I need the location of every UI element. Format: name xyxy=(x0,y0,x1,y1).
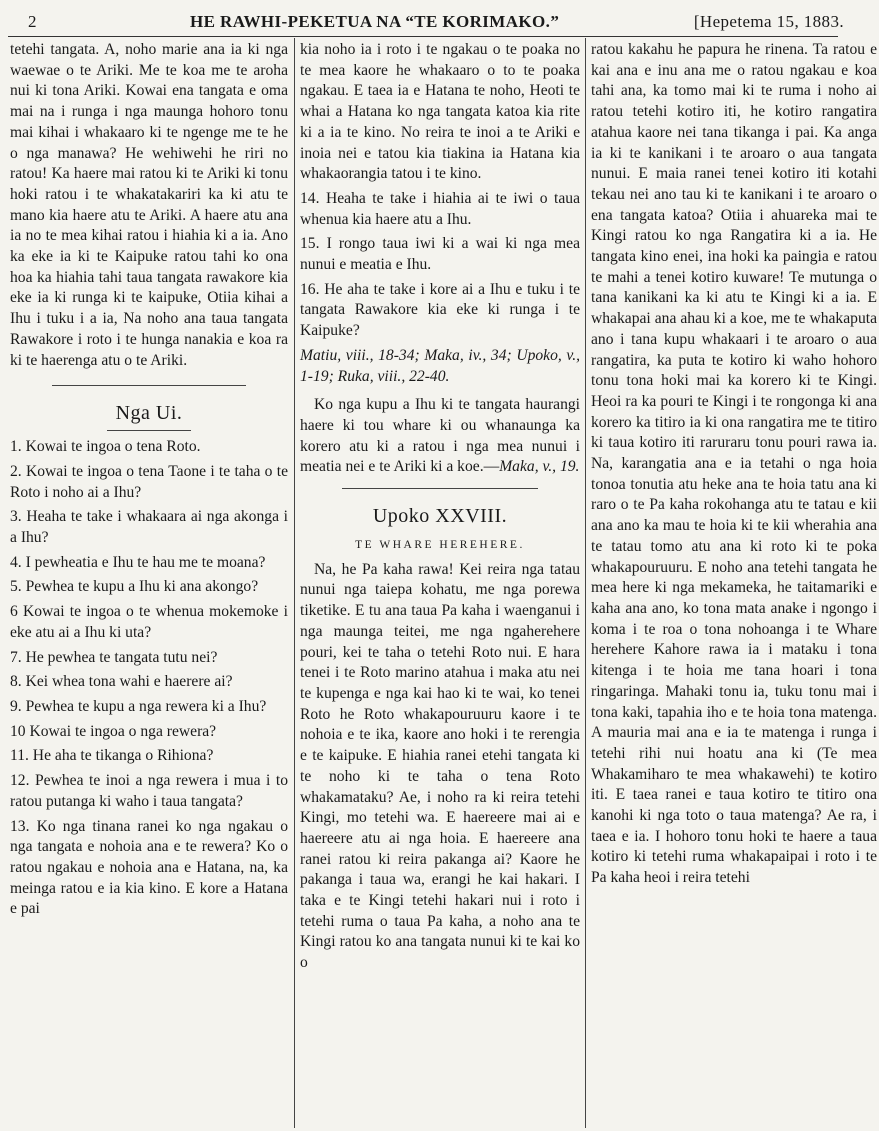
column-divider-1 xyxy=(294,38,295,1128)
question-5: 5. Pewhea te kupu a Ihu ki ana akongo? xyxy=(10,578,259,596)
closing-reference: Maka, v., 19. xyxy=(499,458,580,476)
question-4: 4. I pewheatia e Ihu te hau me te moana? xyxy=(10,553,266,571)
question-3: 3. Heaha te take i whakaara ai nga akonga i a Ihu? xyxy=(10,508,288,547)
question-14: 14. Heaha te take i hiahia ai te iwi o taua whenua kia haere atu a Ihu. xyxy=(300,189,580,228)
chapter-subtitle: TE WHARE HEREHERE. xyxy=(355,539,525,552)
question-13: 13. Ko nga tinana ranei ko nga ngakau o nga tangata e nohoia ana e te rewera? Ko o ratou ngakau e nohoia ana e Hatana, na, ka meinga ratou e ia kia kino. E kore a Hatana e pai xyxy=(10,817,288,918)
column-3-paragraph: ratou kakahu he papura he rinena. Ta ratou e kai ana e inu ana me o ratou ngakau e koa tahi ana, ka tomo mai ki te ruma i noho ai ratou tetehi kotiro iti, he kotiro rangatira atahua kaore nei tana tikanga i pai. Ka anga ia ki te kanikani i te aroaro o aua tangata nunui. E maia ranei tenei kotiro iti kotahi tekau nei ano tau ki te kanikani i te aroaro o ena tangata katoa? Otiia i ahuareka mai te Kingi ratou ko nga Rangatira ki a ia. He tangata kino enei, ina hoki ka paingia e ratou te mahi a tenei kotiro kuware! Te mutunga o tana kanikani ka ki atu te Kingi ki a ia. E whakapai ana ahau ki a koe, me te whakaputa ano i tana kupu whakaari i te aroaro o aua rangatira, ka puta te kotiro ki waho hohoro tonu tona hoki mai ka korero ki te Kingi. Heoi ra ka pouri te Kingi i te rongonga ki ana korero ka titiro ia ki ona rangatira me te titiro ki taua kotiro iti raruraru tonu pouri rawa ia. Na, karangatia ana e ia tetahi o nga hoia tonoa tonutia atu heke ana te hoia tatu ana ki raro o te Pa kaha rokohanga atu te tatau e kii ana ano ka mau te hoia ki te kii wherahia ana te tatau tomo atu ana ki roto ki te poka whakapouruuru. E noho ana tetehi tangata he mea here ki nga mekameka, he taitamariki e kaha ana ano, ko tona mata anake i ngongo i koma i te roa o tona nohoanga i te Whare herehere Kahore rawa ia i mataku i tona kitenga i te hoia me tana hoari i tona ringaringa. Mahaki tonu ia, tuku tonu mai i tona kaki, tapahia iho e te hoia tona matenga. A mauria mai ana e ia te matenga i runga i tetehi rihi nui hoatu ana ki (Te mea Whakamiharo te mea whakawehi) te kotiro iti. E taea ranei e taua kotiro te titiro ona kanohi ki nga toto o taua matenga? Ae ra, i taea e ia. I hohoro tonu hoki te haere a taua kotiro ki tetehi ruma whakapaipai i roto i te Pa kaha heoi i reira tetehi xyxy=(591,41,877,887)
question-11: 11. He aha te tikanga o Rihiona? xyxy=(10,747,214,765)
issue-date: [Hepetema 15, 1883. xyxy=(693,12,844,31)
page-number: 2 xyxy=(28,12,37,31)
question-8: 8. Kei whea tona wahi e haerere ai? xyxy=(10,673,233,691)
question-16: 16. He aha te take i kore ai a Ihu e tuku i te tangata Rawakore kia eke ki runga i te Kaipuke? xyxy=(300,280,580,340)
closing-paragraph xyxy=(300,395,580,478)
header-rule xyxy=(8,36,838,37)
section-divider xyxy=(107,430,190,431)
question-9: 9. Pewhea te kupu a nga rewera ki a Ihu? xyxy=(10,697,267,715)
question-10: 10 Kowai te ingoa o nga rewera? xyxy=(10,722,217,740)
question-15: 15. I rongo taua iwi ki a wai ki nga mea nunui e meatia e Ihu. xyxy=(300,235,580,274)
column-2 xyxy=(300,40,580,978)
column-3 xyxy=(591,40,877,893)
question-1: 1. Kowai te ingoa o tena Roto. xyxy=(10,438,201,456)
newspaper-title: HE RAWHI-PEKETUA NA “TE KORIMAKO.” xyxy=(190,12,560,31)
question-6: 6 Kowai te ingoa o te whenua mokemoke i eke atu ai a Ihu ki uta? xyxy=(10,603,288,641)
column-1 xyxy=(10,40,288,924)
closing-paragraph-text: Ko nga kupu a Ihu ki te tangata haurangi haere ki tou whare ki ou whanaunga ka korero atu ki a ratou i nga mea nunui i meatia nei e te Ariki ki a koe.— xyxy=(300,396,580,476)
page-header xyxy=(22,8,842,34)
question-7: 7. He pewhea te tangata tutu nei? xyxy=(10,648,218,666)
section-title-nga-ui: Nga Ui. xyxy=(115,402,183,425)
column-2-paragraph: kia noho ia i roto i te ngakau o te poaka no te mea kaore he whakaaro o to te poaka ngakau. E taea ia e Hatana te noho, Heoti te whai a Hatana ko nga tangata katoa kia rite ki a ia te kino. No reira te inoi a te Ariki e inoia nei e tatou kia tiakina ia Hatana kia whakaorangia tatou i te kino. xyxy=(300,41,580,183)
column-1-paragraph: tetehi tangata. A, noho marie ana ia ki nga waewae o te Ariki. Me te koa me te aroha nui ki tona Ariki. Kowai ena tangata e oma mai na i runga i nga maunga hohoro tonu mai kihai i whakaaro ki te ngenge me te he o nga manawa? He wehiwehi he riri no ratou! Ka haere mai ratou ki te Ariki ki tonu hoki ratou i te whakatakariri ka ki atu te mano kia haere atu te Ariki. A haere atu ana ia no te mea kihai ratou i hiahia ki a ia. Ano ka eke ia ki te Kaipuke ratou tahi ko ona hoa ka hiahia tahi taua tangata rawakore kia eke ia ki runga ki te kaipuke, Otiia kihai a Ihu i tuku i a ia, Na noho ana taua tangata Rawakore i roto i te hunga nanakia e koa ra ki te haerenga atu o te Ariki. xyxy=(10,41,288,369)
scripture-references: Matiu, viii., 18-34; Maka, iv., 34; Upoko, v., 1-19; Ruka, viii., 22-40. xyxy=(300,346,580,385)
chapter-title: Upoko XXVIII. xyxy=(372,505,508,528)
section-divider xyxy=(342,488,538,489)
question-2: 2. Kowai te ingoa o tena Taone i te taha o te Roto i noho ai a Ihu? xyxy=(10,462,288,501)
section-divider xyxy=(52,385,247,386)
chapter-paragraph: Na, he Pa kaha rawa! Kei reira nga tatau nunui nga taiepa kohatu, me nga porewa tiketike. E tu ana taua Pa kaha i waenganui i nga maunga teitei, me nga ngaherehere pouri, kei te taha o tetehi Roto nui. E hara tenei i te Roto marino atahua i maka atu nei te kupenga e nga kai hao ki te wai, ko tenei Roto he Roto whakapouruuru kaore i te nohoia e te ika, kaore ano hoki i te rerengia e te kaipuke. E hiahia ranei etehi tangata ki te noho ki te taha o tena Roto whakamataku? Ae, i noho ra ki reira tetehi Kingi, mo tetehi wa. E haereere mai ai e haereere atu ai nga hoia. E haereere ana ranei ratou ki reira pakanga ai? Kaore he pakanga i taua wa, erangi he kai hakari. I taka e te Kingi tetehi hakari nui i roto i tetehi ruma o taua Pa kaha, a noho ana te Kingi ratou ko ana tangata nunui ki te kai ko o xyxy=(300,560,580,972)
question-12: 12. Pewhea te inoi a nga rewera i mua i to ratou putanga ki waho i taua tangata? xyxy=(10,772,288,810)
column-divider-2 xyxy=(585,38,586,1128)
